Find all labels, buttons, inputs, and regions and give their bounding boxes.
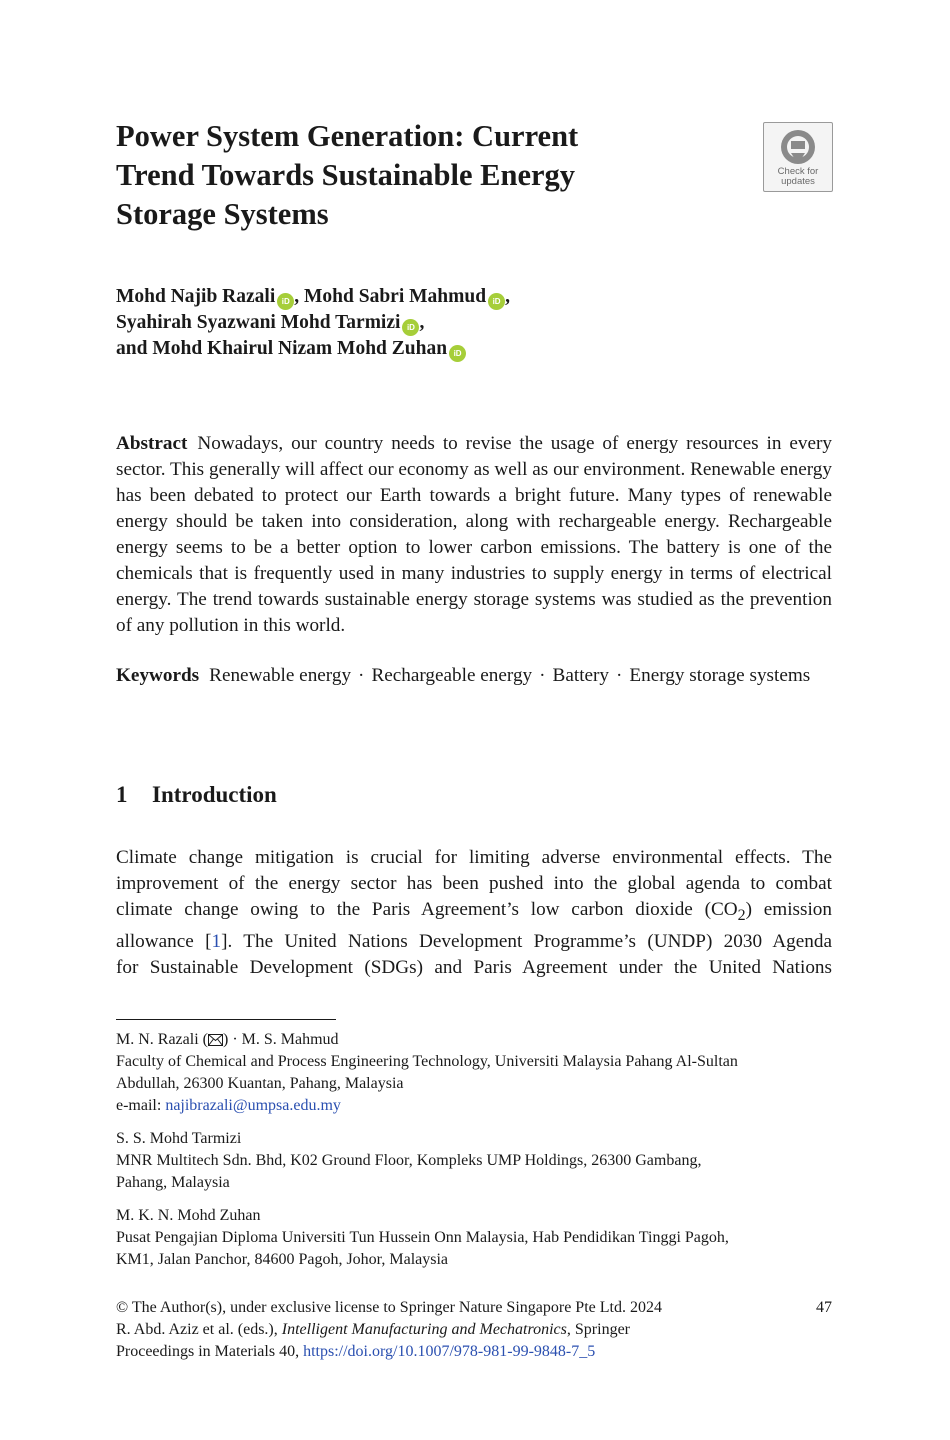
citation-link[interactable]: 1 [211, 930, 222, 952]
orcid-icon[interactable]: iD [449, 345, 466, 362]
paper-title [116, 117, 716, 234]
orcid-icon[interactable]: iD [277, 293, 294, 310]
keyword-item: Rechargeable energy [371, 665, 533, 686]
affiliation-block [116, 1205, 832, 1271]
intro-line: climate change owing to the Paris Agreement’s low carbon dioxide $(CO_2)$ emission [116, 899, 832, 924]
keyword-separator: · [539, 665, 546, 686]
author-list: Mohd Najib Razali iD , Mohd Sabri Mahmud iD , Syahirah Syazwani Mohd Tarmizi iD , and Mohd Khairul Nizam Mohd Zuhan iD [116, 284, 832, 362]
affiliation-names: M. K. N. Mohd Zuhan [116, 1207, 261, 1224]
keywords [116, 663, 832, 689]
citation-line: R. Abd. Aziz et al. (eds.), Intelligent Manufacturing and Mechatronics, Springer [116, 1321, 630, 1338]
keyword-item: Renewable energy [209, 665, 352, 686]
title-line: Storage Systems [116, 197, 329, 231]
section-title: Introduction [152, 782, 277, 807]
introduction-paragraph [116, 845, 832, 981]
affiliation-address: Faculty of Chemical and Process Engineering Technology, Universiti Malaysia Pahang Al-Sultan [116, 1053, 738, 1070]
copyright-block [116, 1297, 832, 1363]
check-for-updates-badge[interactable] [763, 122, 833, 192]
subscript: 2 [737, 906, 746, 924]
affiliation-address: Pusat Pengajian Diploma Universiti Tun Hussein Onn Malaysia, Hab Pendidikan Tinggi Pagoh, [116, 1229, 729, 1246]
check-updates-line2: updates [781, 176, 815, 187]
abstract-text: Nowadays, our country needs to revise the usage of energy resources in every sector. This generally will affect our economy as well as our environment. Renewable energy has been debated to protect our Earth towards a bright future. Many types of renewable energy should be taken into consideration, along with rechargeable energy. Rechargeable energy seems to be a better option to lower carbon emissions. The battery is one of the chemicals that is frequently used in many industries to supply energy in terms of electrical energy. The trend towards sustainable energy storage systems was studied as the prevention of any pollution in this world. [116, 433, 832, 636]
author-name: Mohd Khairul Nizam Mohd Zuhan [152, 338, 448, 359]
title-line: Power System Generation: Current [116, 119, 579, 153]
orcid-icon[interactable]: iD [402, 319, 419, 336]
keyword-item: Energy storage systems [629, 665, 811, 686]
copyright-line: © The Author(s), under exclusive license to Springer Nature Singapore Pte Ltd. 2024 [116, 1299, 662, 1316]
keyword-item: Battery [552, 665, 610, 686]
abstract [116, 431, 832, 639]
intro-line: Climate change mitigation is crucial for limiting adverse environmental effects. The [116, 847, 832, 868]
author-conjunction: and [116, 338, 148, 359]
book-title: Intelligent Manufacturing and Mechatronics [281, 1321, 567, 1338]
keyword-separator: · [358, 665, 365, 686]
keyword-separator: · [616, 665, 623, 686]
intro-line: for Sustainable Development (SDGs) and Paris Agreement under the United Nations [116, 956, 832, 978]
author-name: Mohd Najib Razali [116, 286, 276, 307]
author-name: Syahirah Syazwani Mohd Tarmizi [116, 312, 401, 333]
doi-link[interactable]: https://doi.org/10.1007/978-981-99-9848-7_5 [303, 1343, 596, 1360]
check-updates-line1: Check for [777, 166, 819, 177]
keywords-label: Keywords [116, 665, 200, 686]
intro-line: allowance [1]. The United Nations Development Programme’s (UNDP) 2030 Agenda [116, 930, 832, 952]
email-link[interactable]: najibrazali@umpsa.edu.my [165, 1097, 341, 1114]
crossmark-icon [778, 127, 818, 167]
affiliation-footnotes [116, 1029, 832, 1282]
affiliation-block [116, 1128, 832, 1194]
section-heading [116, 780, 277, 810]
intro-line: improvement of the energy sector has been pushed into the global agenda to combat [116, 873, 832, 894]
affiliation-address: KM1, Jalan Panchor, 84600 Pagoh, Johor, Malaysia [116, 1251, 449, 1268]
page-number: 47 [816, 1299, 832, 1316]
affiliation-names: M. N. Razali ( ) · M. S. Mahmud [116, 1031, 339, 1048]
affiliation-block [116, 1029, 832, 1117]
affiliation-address: Pahang, Malaysia [116, 1174, 230, 1191]
email-line: e-mail: najibrazali@umpsa.edu.my [116, 1097, 341, 1114]
title-line: Trend Towards Sustainable Energy [116, 158, 576, 192]
affiliation-address: MNR Multitech Sdn. Bhd, K02 Ground Floor, Kompleks UMP Holdings, 26300 Gambang, [116, 1152, 702, 1169]
abstract-label: Abstract [116, 433, 188, 454]
citation-line: Proceedings in Materials 40, https://doi.org/10.1007/978-981-99-9848-7_5 [116, 1343, 596, 1360]
orcid-icon[interactable]: iD [488, 293, 505, 310]
affiliation-address: Abdullah, 26300 Kuantan, Pahang, Malaysia [116, 1075, 404, 1092]
author-name: Mohd Sabri Mahmud [304, 286, 487, 307]
affiliation-names: S. S. Mohd Tarmizi [116, 1130, 242, 1147]
footnote-divider [116, 1019, 336, 1020]
section-number: 1 [116, 782, 128, 807]
envelope-icon [208, 1034, 223, 1046]
